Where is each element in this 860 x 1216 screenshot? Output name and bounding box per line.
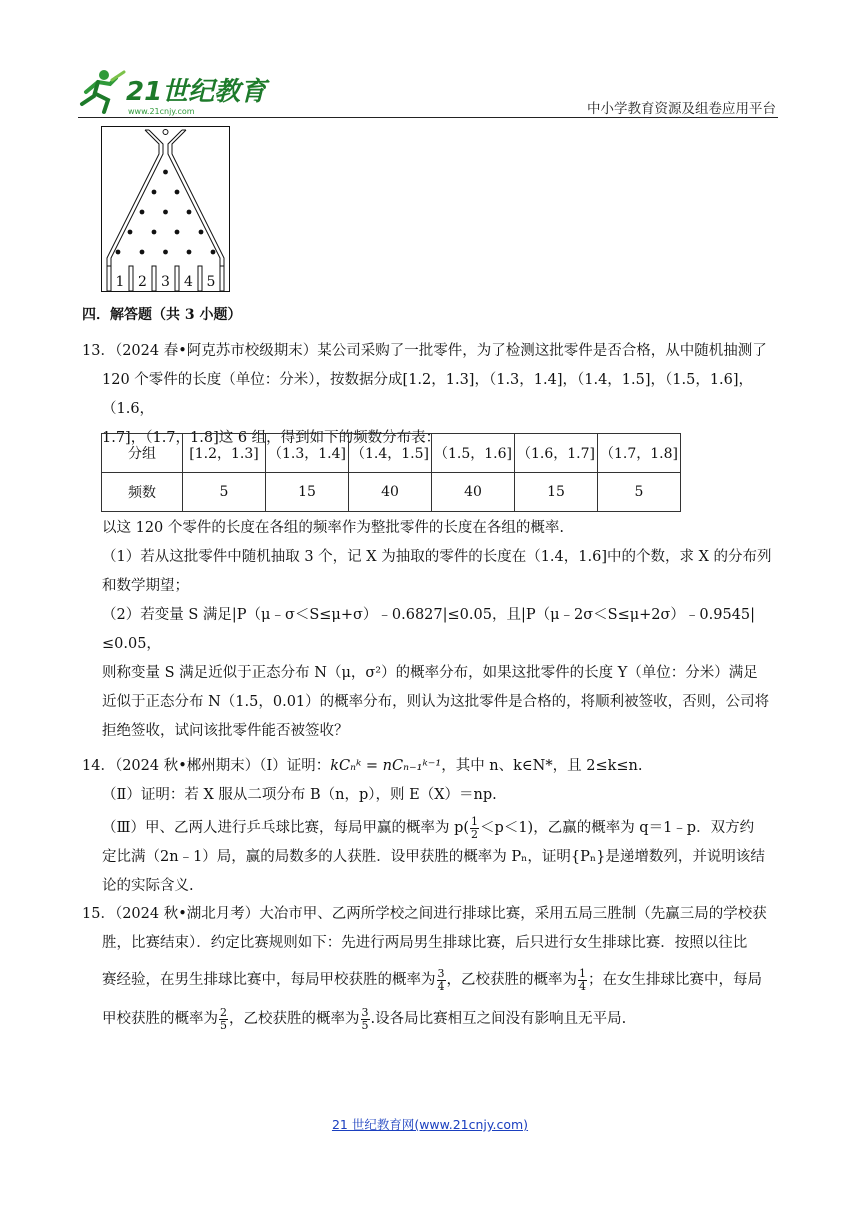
table-cell: 5 <box>598 473 681 512</box>
table-cell: （1.5，1.6] <box>432 434 515 473</box>
q13-part1-cont: 和数学期望； <box>102 578 189 594</box>
slot-label: 3 <box>161 274 170 290</box>
q14-part3 <box>82 814 782 843</box>
galton-board-figure <box>101 126 230 292</box>
slot-label: 4 <box>184 274 193 290</box>
q15-text-span: 甲校获胜的概率为 <box>102 1011 218 1027</box>
table-cell: （1.7，1.8] <box>598 434 681 473</box>
table-cell: （1.4，1.5] <box>349 434 432 473</box>
q15-line <box>82 966 782 995</box>
q13-line: 120 个零件的长度（单位：分米），按数据分成[1.2，1.3]，（1.3，1.4]，（1.4，1.5]，（1.5，1.6]，（1.6， <box>102 372 754 417</box>
fraction: $\frac{3}{4}$ <box>437 966 445 993</box>
platform-title: 中小学教育资源及组卷应用平台 <box>587 101 776 117</box>
q15-text-span: ，乙校获胜的概率为 <box>446 972 577 988</box>
slot-label: 2 <box>138 274 147 290</box>
table-cell: 频数 <box>102 473 183 512</box>
q13-part2-cont: 近似于正态分布 N（1.5，0.01）的概率分布，则认为这批零件是合格的，将顺利被签收，否则，公司将 <box>102 694 770 710</box>
table-cell: [1.2，1.3] <box>183 434 266 473</box>
header-divider <box>78 117 778 118</box>
table-cell: （1.3，1.4] <box>266 434 349 473</box>
fraction: $\frac{1}{4}$ <box>579 966 586 993</box>
q14-part1-post: ，其中 n、k∈N*，且 2≤k≤n. <box>441 758 643 774</box>
table-cell: 40 <box>432 473 515 512</box>
table-cell: 40 <box>349 473 432 512</box>
q14-line: 定比满（2n﹣1）局，赢的局数多的人获胜．设甲获胜的概率为 Pₙ，证明{Pₙ}是递增数列，并说明该结 <box>102 849 765 865</box>
site-logo <box>78 66 267 118</box>
q15-text-span: .设各局比赛相互之间没有影响且无平局. <box>370 1011 627 1027</box>
q15-text <box>82 900 782 1034</box>
fraction: $\frac{2}{5}$ <box>220 1005 227 1032</box>
q15-text-span: 赛经验，在男生排球比赛中，每局甲校获胜的概率为 <box>102 972 436 988</box>
section-title: 四．解答题（共 3 小题） <box>82 307 242 323</box>
q14-part1 <box>82 752 782 781</box>
q13-line: 1.7]，（1.7，1.8]这 6 组，得到如下的频数分布表： <box>102 430 441 446</box>
fraction: $\frac{1}{2}$ <box>471 814 479 841</box>
q15-line: 15．（2024 秋•湖北月考）大冶市甲、乙两所学校之间进行排球比赛，采用五局三胜制（先赢三局的学校获 <box>82 906 767 922</box>
slot-label: 5 <box>206 274 216 290</box>
q14-part3-post: ＜p＜1)，乙赢的概率为 q＝1﹣p．双方约 <box>480 820 755 836</box>
q15-text-span: ；在女生排球比赛中，每局 <box>588 972 762 988</box>
q14-formula: kCₙᵏ = nCₙ₋₁ᵏ⁻¹ <box>330 758 442 774</box>
table-cell: 分组 <box>102 434 183 473</box>
table-cell: 5 <box>183 473 266 512</box>
q14-part3-pre: （Ⅲ）甲、乙两人进行乒乓球比赛，每局甲赢的概率为 p( <box>102 820 470 836</box>
q15-text-span: ，乙校获胜的概率为 <box>229 1011 360 1027</box>
q14-part1-pre: 14．（2024 秋•郴州期末）（Ⅰ）证明： <box>82 758 331 774</box>
q13-part2: （2）若变量 S 满足|P（μ﹣σ＜S≤μ+σ）﹣0.6827|≤0.05，且|P（μ﹣2σ＜S≤μ+2σ）﹣0.9545|≤0.05， <box>102 607 756 652</box>
q13-part2-cont: 拒绝签收，试问该批零件能否被签收？ <box>102 723 349 739</box>
q14-text <box>82 752 782 901</box>
logo-url: www.21cnjy.com <box>128 107 195 116</box>
table-cell: （1.6，1.7] <box>515 434 598 473</box>
q13-part1: （1）若从这批零件中随机抽取 3 个，记 X 为抽取的零件的长度在（1.4，1.6]中的个数，求 X 的分布列 <box>102 549 772 565</box>
table-cell: 15 <box>515 473 598 512</box>
logo-text: 21世纪教育 <box>126 77 267 107</box>
q15-line: 胜，比赛结束）．约定比赛规则如下：先进行两局男生排球比赛，后只进行女生排球比赛．按照以往比 <box>102 935 748 951</box>
q13-body <box>82 514 782 746</box>
q13-line: 13．（2024 春•阿克苏市校级期末）某公司采购了一批零件，为了检测这批零件是否合格，从中随机抽测了 <box>82 343 767 359</box>
q14-part2: （Ⅱ）证明：若 X 服从二项分布 B（n，p），则 E（X）＝np. <box>102 787 497 803</box>
table-cell: 15 <box>266 473 349 512</box>
slot-label: 1 <box>115 274 125 290</box>
table-row <box>102 473 681 512</box>
table-row <box>102 434 681 473</box>
q13-part2-cont: 则称变量 S 满足近似于正态分布 N（μ，σ²）的概率分布，如果这批零件的长度 Y（单位：分米）满足 <box>102 665 758 681</box>
q15-line <box>82 1005 782 1034</box>
q14-line: 论的实际含义. <box>102 878 194 894</box>
frequency-table <box>101 433 681 512</box>
footer-link[interactable]: 21 世纪教育网(www.21cnjy.com) <box>331 1117 529 1132</box>
q13-line: 以这 120 个零件的长度在各组的频率作为整批零件的长度在各组的概率. <box>102 520 565 536</box>
fraction: $\frac{3}{5}$ <box>361 1005 369 1032</box>
